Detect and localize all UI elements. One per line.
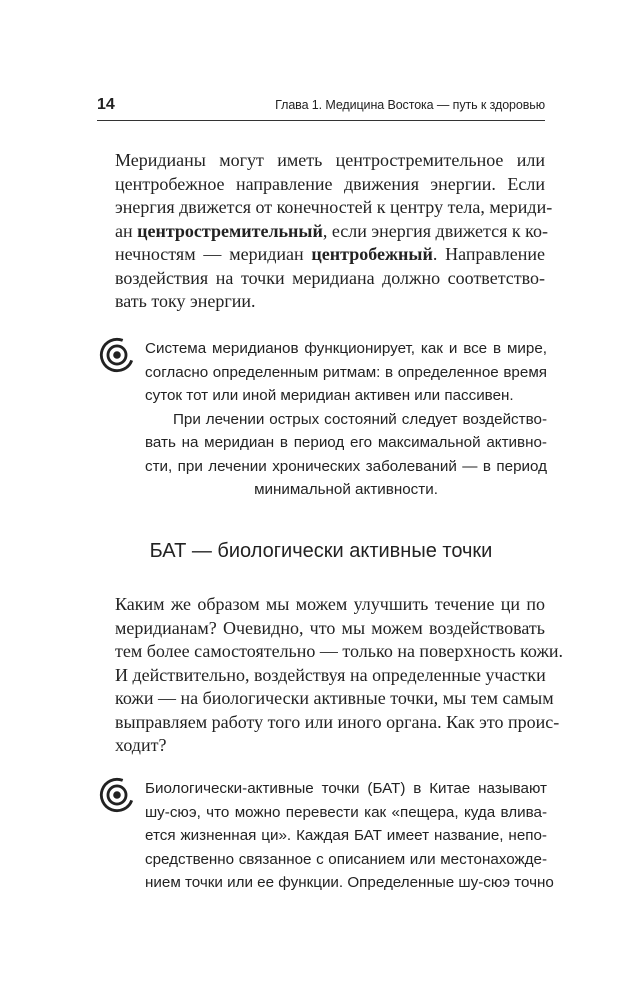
- text-line: согласно определенным ритмам: в определенное время: [145, 363, 547, 381]
- text-line: Система меридианов функционирует, как и все в мире,: [145, 340, 547, 357]
- section-heading: БАТ — биологически активные точки: [149, 540, 493, 562]
- text-line: сти, при лечении хронических заболеваний — в период: [145, 457, 547, 475]
- text-line: минимальной активности.: [254, 481, 438, 498]
- text-line: средственно связанное с описанием или местонахожде-: [145, 850, 547, 868]
- text-line: И действительно, воздействуя на определенные участки: [115, 664, 546, 685]
- paragraph-meridian-direction: [115, 149, 553, 314]
- text-line: кожи — на биологически активные точки, мы тем самым: [115, 688, 554, 708]
- term-centrifugal: центробежный: [311, 244, 433, 264]
- text-line: При лечении острых состояний следует воздейство-: [173, 410, 547, 428]
- text-line: нечностям — меридиан центробежный. Направление: [115, 244, 545, 264]
- term-centripetal: центростремительный: [137, 220, 323, 241]
- text-line: шу-сюэ, что можно перевести как «пещера, куда влива-: [145, 803, 547, 821]
- text-line: Каким же образом мы можем улучшить течение ци по: [115, 594, 545, 614]
- text-line: Биологически-активные точки (БАТ) в Китае называют: [145, 780, 547, 797]
- text-line: нием точки или ее функции. Определенные шу-сюэ точно: [145, 874, 554, 891]
- text-line: тем более самостоятельно — только на поверхность кожи.: [115, 641, 564, 661]
- text-line: ходит?: [115, 735, 167, 755]
- text-line: центробежное направление движения энергии. Если: [115, 173, 545, 194]
- page-header: [97, 92, 545, 121]
- paragraph-improve-qi-flow: [115, 593, 564, 758]
- target-marker-icon: [98, 776, 136, 814]
- text-line: энергия движется от конечностей к центру тела, мериди-: [115, 197, 553, 217]
- text-line: ан центростремительный, если энергия движется к ко-: [115, 220, 548, 241]
- text-line: суток тот или иной меридиан активен или пассивен.: [145, 387, 514, 404]
- text-line: воздействия на точки меридиана должно соответство-: [115, 267, 545, 288]
- text-line: меридианам? Очевидно, что мы можем воздействовать: [115, 617, 545, 638]
- note-bat-definition: [145, 777, 554, 895]
- running-head: Глава 1. Медицина Востока — путь к здоровью: [275, 98, 545, 112]
- page-number: 14: [97, 96, 115, 113]
- text-line: Меридианы могут иметь центростремительное или: [115, 150, 545, 170]
- text-line: вать току энергии.: [115, 291, 256, 311]
- target-marker-icon: [98, 336, 136, 374]
- text-line: ется жизненная ци». Каждая БАТ имеет название, непо-: [145, 827, 547, 844]
- text-line: выправляем работу того или иного органа. Как это проис-: [115, 711, 560, 732]
- text-line: вать на меридиан в период его максимальной активно-: [145, 434, 547, 451]
- note-meridian-rhythms: [145, 337, 547, 502]
